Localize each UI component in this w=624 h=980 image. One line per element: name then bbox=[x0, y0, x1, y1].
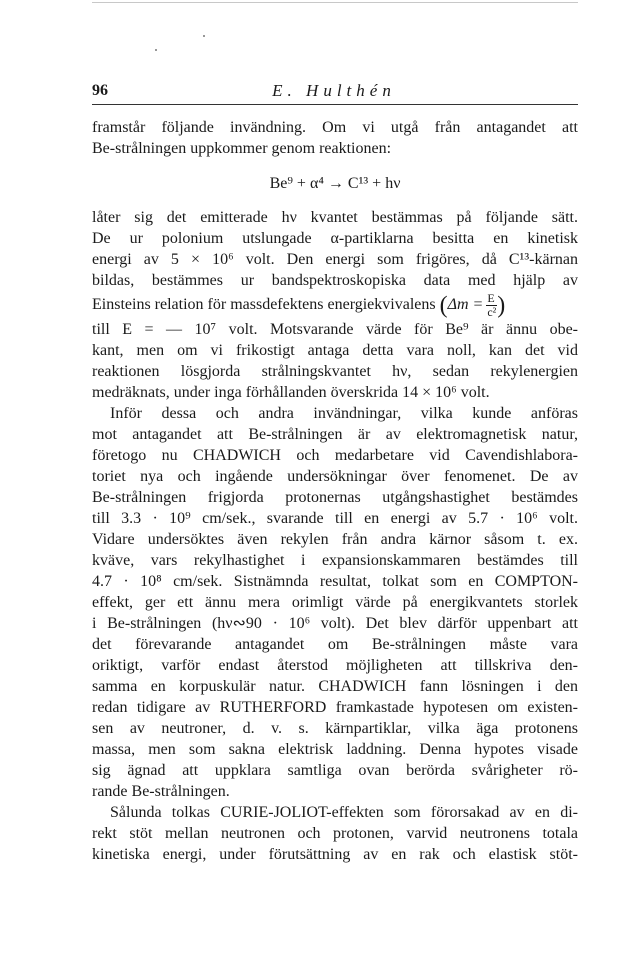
energy-fraction bbox=[486, 292, 497, 319]
text-line: 4.7 · 10⁸ cm/sek. Sistnämnda resultat, tolkat som en COMPTON- bbox=[92, 573, 578, 590]
text-line: låter sig det emitterade hν kvantet bestämmas på följande sätt. bbox=[92, 209, 578, 226]
text-line: effekt, ger ett ännu mera orimligt värde på energikvantets storlek bbox=[92, 594, 578, 611]
text-line: rekt stöt mellan neutronen och protonen, varvid neutronens totala bbox=[92, 825, 578, 842]
text-line: samma en korpuskulär natur. CHADWICH fann lösningen i den bbox=[92, 678, 578, 695]
mass-defect-expression: Δm = bbox=[447, 296, 484, 313]
text-line: till 3.3 · 10⁹ cm/sek., svarande till en energi av 5.7 · 10⁶ volt. bbox=[92, 510, 578, 527]
text-line: Vidare undersöktes även rekylen från andra kärnor såsom t. ex. bbox=[92, 531, 578, 548]
text-line: i Be-strålningen (hν∾90 · 10⁶ volt). Det blev därför uppenbart att bbox=[92, 615, 578, 632]
text-line: reaktionen lösgjorda strålningskvantet hν, sedan rekylenergien bbox=[92, 363, 578, 380]
text-line-with-formula bbox=[92, 291, 578, 319]
text-line: medräknats, under inga förhållanden överskrida 14 × 10⁶ volt. bbox=[92, 384, 490, 401]
text-line: De ur polonium utslungade α-partiklarna besitta en kinetisk bbox=[92, 230, 578, 247]
paren-open: ( bbox=[439, 292, 448, 319]
text-line: till E = — 10⁷ volt. Motsvarande värde för Be⁹ är ännu obe- bbox=[92, 321, 578, 338]
text-line: redan tidigare av RUTHERFORD framkastade hypotesen om existen- bbox=[92, 699, 578, 716]
header-rule bbox=[92, 104, 578, 105]
text-line: Sålunda tolkas CURIE-JOLIOT-effekten som förorsakad av en di- bbox=[110, 804, 578, 821]
text-line: sig ägnad att uppklara samtliga ovan berörda svårigheter rö- bbox=[92, 762, 578, 779]
text-line: företogo nu CHADWICH och medarbetare vid Cavendishlabora- bbox=[92, 447, 578, 464]
fraction-denominator: c² bbox=[487, 304, 497, 319]
body-text bbox=[92, 117, 578, 865]
text-line: massa, men som sakna elektrisk laddning. Denna hypotes visade bbox=[92, 741, 578, 758]
text-line: kinetiska energi, under förutsättning av en rak och elastisk stöt- bbox=[92, 846, 578, 863]
text-line: rande Be-strålningen. bbox=[92, 783, 230, 800]
text-line: mot antagandet att Be-strålningen är av elektromagnetisk natur, bbox=[92, 426, 578, 443]
text-line: oriktigt, varför endast återstod möjligheten att tillskriva den- bbox=[92, 657, 578, 674]
reaction-formula: Be⁹ + α⁴ → C¹³ + hν bbox=[269, 175, 401, 192]
top-edge-rule bbox=[92, 2, 578, 3]
page-header bbox=[92, 80, 576, 102]
text-line: energi av 5 × 10⁶ volt. Den energi som frigöres, då C¹³-kärnan bbox=[92, 251, 578, 268]
text-line: Einsteins relation för massdefektens energiekvivalens bbox=[92, 296, 436, 313]
text-line: kväve, vars rekylhastighet i expansionskammaren bestämdes till bbox=[92, 552, 578, 569]
text-line: kant, men om vi frikostigt antaga detta vara noll, kan det vid bbox=[92, 342, 578, 359]
fraction-numerator: E bbox=[486, 292, 497, 306]
paper-speck bbox=[155, 49, 157, 51]
paper-speck bbox=[203, 35, 205, 37]
text-line: sen av neutroner, d. v. s. kärnpartiklar, vilka äga protonens bbox=[92, 720, 578, 737]
text-line: det förevarande antagandet om Be-strålningen måste vara bbox=[92, 636, 578, 653]
text-line: bildas, bestämmes ur bandspektroskopiska data med hjälp av bbox=[92, 272, 578, 289]
page-number: 96 bbox=[92, 82, 108, 99]
paren-close: ) bbox=[497, 292, 506, 319]
text-line: toriet nya och ingående undersökningar över fenomenet. De av bbox=[92, 468, 578, 485]
text-line: Be-strålningen frigjorda protonernas utgångshastighet bestämdes bbox=[92, 489, 578, 506]
text-line: Be-strålningen uppkommer genom reaktionen: bbox=[92, 140, 392, 157]
text-line: framstår följande invändning. Om vi utgå från antagandet att bbox=[92, 119, 578, 136]
running-head: E. Hulthén bbox=[272, 81, 396, 100]
text-line: Inför dessa och andra invändningar, vilka kunde anföras bbox=[110, 405, 578, 422]
